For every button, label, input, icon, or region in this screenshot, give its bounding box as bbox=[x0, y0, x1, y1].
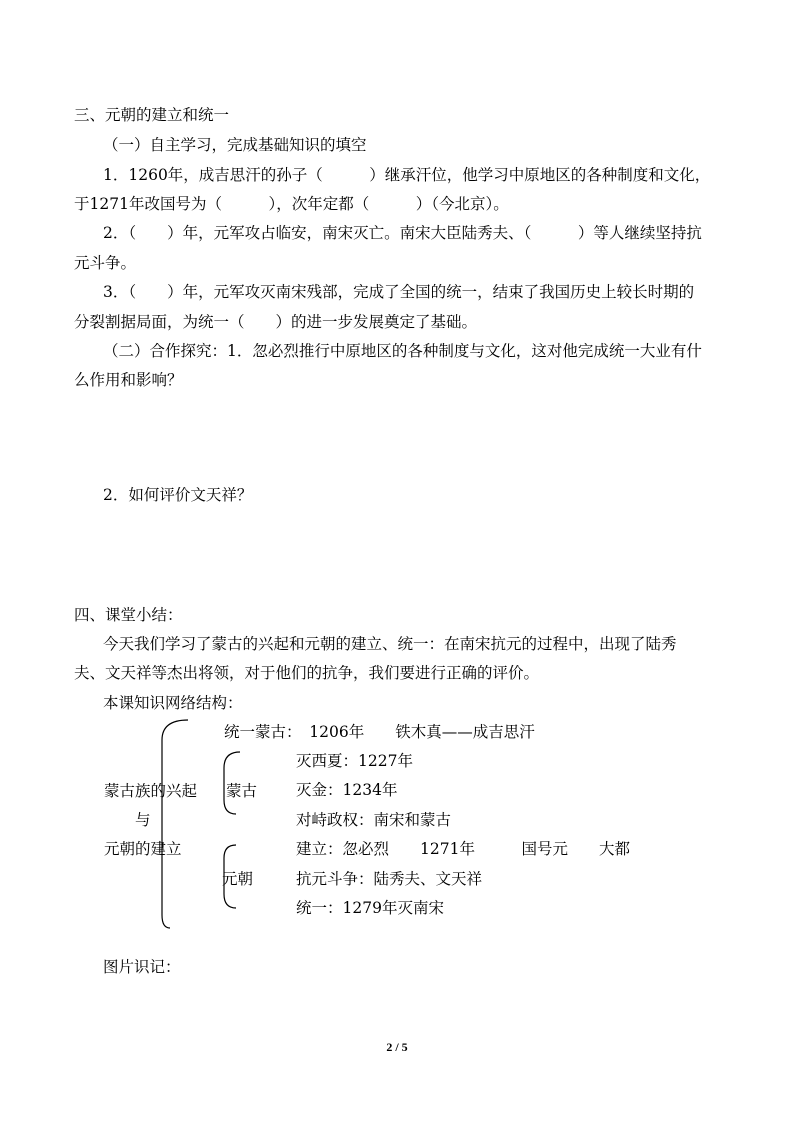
question2-line2: 元斗争。 bbox=[74, 254, 137, 272]
yuan-item: 抗元斗争：陆秀夫、文天祥 bbox=[296, 870, 483, 888]
question3-line1: 3．（ ）年，元军攻灭南宋残部，完成了全国的统一，结束了我国历史上较长时期的 bbox=[103, 283, 695, 301]
evaluate-question: 2．如何评价文天祥？ bbox=[103, 486, 253, 504]
question2-line1: 2．（ ）年，元军攻占临安，南宋灭亡。南宋大臣陆秀夫、（ ）等人继续坚持抗 bbox=[103, 224, 702, 242]
cooperative-inquiry-line1: （二）合作探究：1．忽必烈推行中原地区的各种制度与文化，这对他完成统一大业有什 bbox=[103, 342, 702, 360]
question3-line2: 分裂割据局面，为统一（ ）的进一步发展奠定了基础。 bbox=[74, 313, 478, 331]
summary-line2: 夫、文天祥等杰出将领，对于他们的抗争，我们要进行正确的评价。 bbox=[74, 664, 540, 682]
question1-line2: 于1271年改国号为（ ），次年定都（ ）（今北京）。 bbox=[74, 195, 509, 213]
mongol-item: 灭金：1234年 bbox=[296, 781, 398, 799]
question1-line1: 1．1260年，成吉思汗的孙子（ ）继承汗位，他学习中原地区的各种制度和文化， bbox=[103, 166, 711, 184]
unify-mongolia: 统一蒙古： 1206年 铁木真——成吉思汗 bbox=[224, 723, 535, 741]
yuan-item: 建立：忽必烈 1271年 国号元 大都 bbox=[296, 840, 630, 858]
yuan-item: 统一：1279年灭南宋 bbox=[296, 899, 444, 917]
mongol-label: 蒙古 bbox=[226, 782, 258, 800]
structure-root-line2: 与 bbox=[135, 811, 151, 829]
structure-root-line3: 元朝的建立 bbox=[104, 840, 182, 858]
section3-heading: 三、元朝的建立和统一 bbox=[74, 106, 230, 124]
structure-title: 本课知识网络结构： bbox=[103, 694, 243, 712]
section4-heading: 四、课堂小结： bbox=[74, 606, 183, 624]
mongol-item: 对峙政权：南宋和蒙古 bbox=[296, 811, 452, 829]
structure-root-line1: 蒙古族的兴起 bbox=[104, 782, 198, 800]
yuan-label: 元朝 bbox=[222, 870, 254, 888]
mongol-item: 灭西夏：1227年 bbox=[296, 752, 413, 770]
summary-line1: 今天我们学习了蒙古的兴起和元朝的建立、统一：在南宋抗元的过程中，出现了陆秀 bbox=[103, 635, 677, 653]
picture-note: 图片识记： bbox=[103, 958, 181, 976]
self-study-subheading: （一）自主学习，完成基础知识的填空 bbox=[103, 136, 367, 154]
cooperative-inquiry-line2: 么作用和影响？ bbox=[74, 371, 183, 389]
page-number: 2 / 5 bbox=[386, 1040, 408, 1054]
